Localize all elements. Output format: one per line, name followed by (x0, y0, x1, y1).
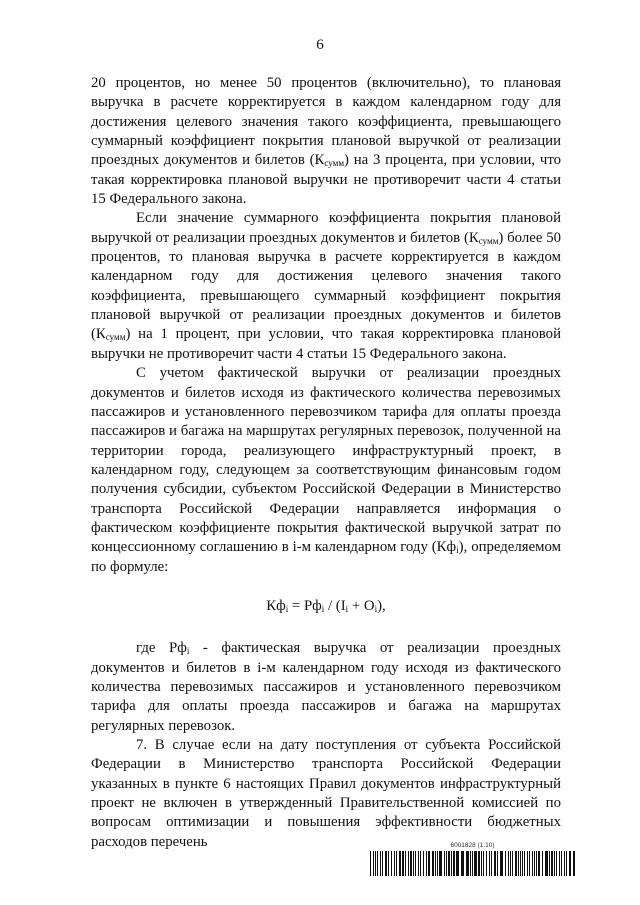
paragraph-1: 20 процентов, но менее 50 процентов (включительно), то плановая выручка в расчете корректируется в каждом календарном году для достижения целевого значения такого коэффициента, превышающего суммарный коэффициент покрытия плановой выручкой от реализации проездных документов и билетов $(К_{сумм})$ на 3 процента, при условии, что такая корректировка плановой выручки не противоречит части 4 статьи 15 Федерального закона. (91, 75, 561, 208)
paragraph-3: С учетом фактической выручки от реализации проездных документов и билетов исходя из фактического количества перевозимых пассажиров и установленного перевозчиком тарифа для оплаты проезда пассажиров и багажа на маршрутах регулярных перевозок, полученной на территории города, реализующего инфраструктурный проект, в календарном году, следующем за соответствующим финансовым годом получения субсидии, субъектом Российской Федерации в Министерство транспорта Российской Федерации направляется информация о фактическом коэффициенте покрытия фактической выручкой затрат по концессионному соглашению в i-м календарном году $(Кф_i)$, определяемом по формуле: (91, 365, 561, 575)
paragraph-4: где $Рф_i$ - фактическая выручка от реализации проездных документов и билетов в i-м календарном году исходя из фактического количества перевозимых пассажиров и установленного перевозчиком тарифа для оплаты проезда пассажиров и багажа на маршрутах регулярных перевозок. (91, 640, 561, 734)
document-body (91, 74, 561, 852)
formula: $Кф_i = Рф_i / (I_i + O_i)$, (266, 597, 386, 614)
document-stamp (370, 842, 575, 876)
paragraph-2: Если значение суммарного коэффициента покрытия плановой выручкой от реализации проездных документов и билетов $(К_{сумм})$ более 50 процентов, то плановая выручка в расчете корректируется в каждом календарном году для достижения целевого значения такого коэффициента, превышающего суммарный коэффициент покрытия плановой выручкой от реализации проездных документов и билетов $(К_{сумм})$ на 1 процент, при условии, что такая корректировка плановой выручки не противоречит части 4 статьи 15 Федерального закона. (91, 210, 561, 362)
stamp-code: 6001828 (1.10) (450, 842, 495, 849)
page-number: 6 (316, 37, 324, 53)
barcode-icon (370, 851, 575, 876)
paragraph-5: 7. В случае если на дату поступления от субъекта Российской Федерации в Министерство транспорта Российской Федерации указанных в пункте 6 настоящих Правил документов инфраструктурный проект не включен в утвержденный Правительственной комиссией по вопросам оптимизации и повышения эффективности бюджетных расходов перечень (91, 737, 561, 850)
